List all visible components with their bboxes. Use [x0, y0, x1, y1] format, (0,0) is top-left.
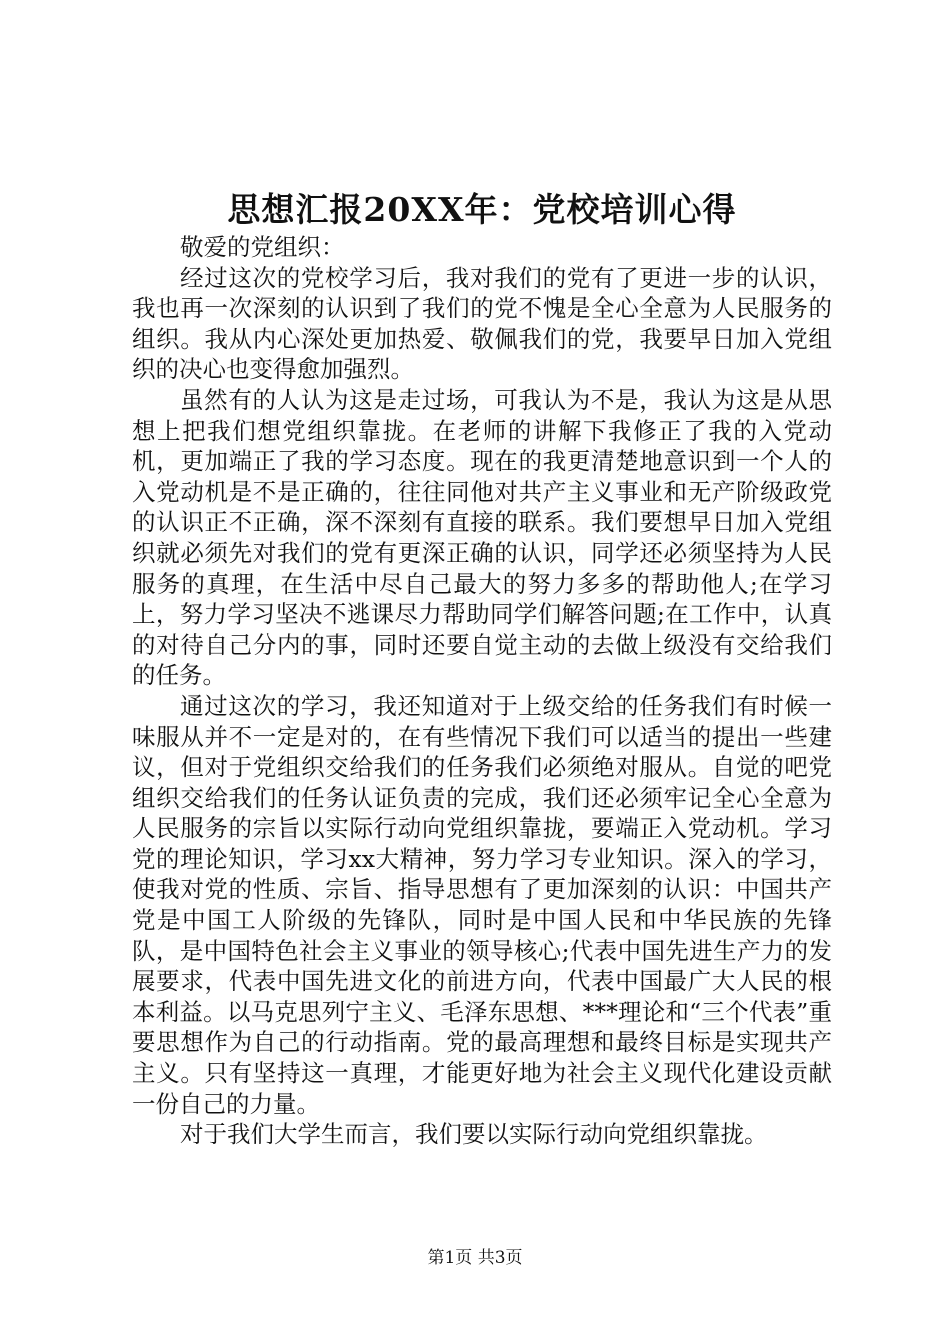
paragraph-2: 虽然有的人认为这是走过场，可我认为不是，我认为这是从思想上把我们想党组织靠拢。在老师的讲解下我修正了我的入党动机，更加端正了我的学习态度。现在的我更清楚地意识到一个人的入党动机是不是正确的，往往同他对共产主义事业和无产阶级政党的认识正不正确，深不深刻有直接的联系。我们要想早日加入党组织就必须先对我们的党有更深正确的认识，同学还必须坚持为人民服务的真理，在生活中尽自己最大的努力多多的帮助他人;在学习上，努力学习坚决不逃课尽力帮助同学们解答问题;在工作中，认真的对待自己分内的事，同时还要自觉主动的去做上级没有交给我们的任务。 — [132, 385, 832, 690]
page-indicator: 第1页 共3页 — [427, 1248, 523, 1268]
document-body — [132, 232, 832, 1150]
paragraph-1: 经过这次的党校学习后，我对我们的党有了更进一步的认识，我也再一次深刻的认识到了我们的党不愧是全心全意为人民服务的组织。我从内心深处更加热爱、敬佩我们的党，我要早日加入党组织的决心也变得愈加强烈。 — [132, 263, 832, 384]
paragraph-4: 对于我们大学生而言，我们要以实际行动向党组织靠拢。 — [180, 1120, 768, 1149]
page-footer — [0, 1247, 950, 1269]
document-title: 思想汇报20XX年：党校培训心得 — [227, 190, 737, 229]
salutation: 敬爱的党组织： — [180, 233, 345, 261]
document-page — [132, 188, 832, 1150]
paragraph-3: 通过这次的学习，我还知道对于上级交给的任务我们有时候一味服从并不一定是对的，在有些情况下我们可以适当的提出一些建议，但对于党组织交给我们的任务我们必须绝对服从。自觉的吧党组织交给我们的任务认证负责的完成，我们还必须牢记全心全意为人民服务的宗旨以实际行动向党组织靠拢，要端正入党动机。学习党的理论知识，学习xx大精神，努力学习专业知识。深入的学习，使我对党的性质、宗旨、指导思想有了更加深刻的认识：中国共产党是中国工人阶级的先锋队，同时是中国人民和中华民族的先锋队，是中国特色社会主义事业的领导核心;代表中国先进生产力的发展要求，代表中国先进文化的前进方向，代表中国最广大人民的根本利益。以马克思列宁主义、毛泽东思想、***理论和“三个代表”重要思想作为自己的行动指南。党的最高理想和最终目标是实现共产主义。只有坚持这一真理，才能更好地为社会主义现代化建设贡献一份自己的力量。 — [132, 691, 832, 1118]
